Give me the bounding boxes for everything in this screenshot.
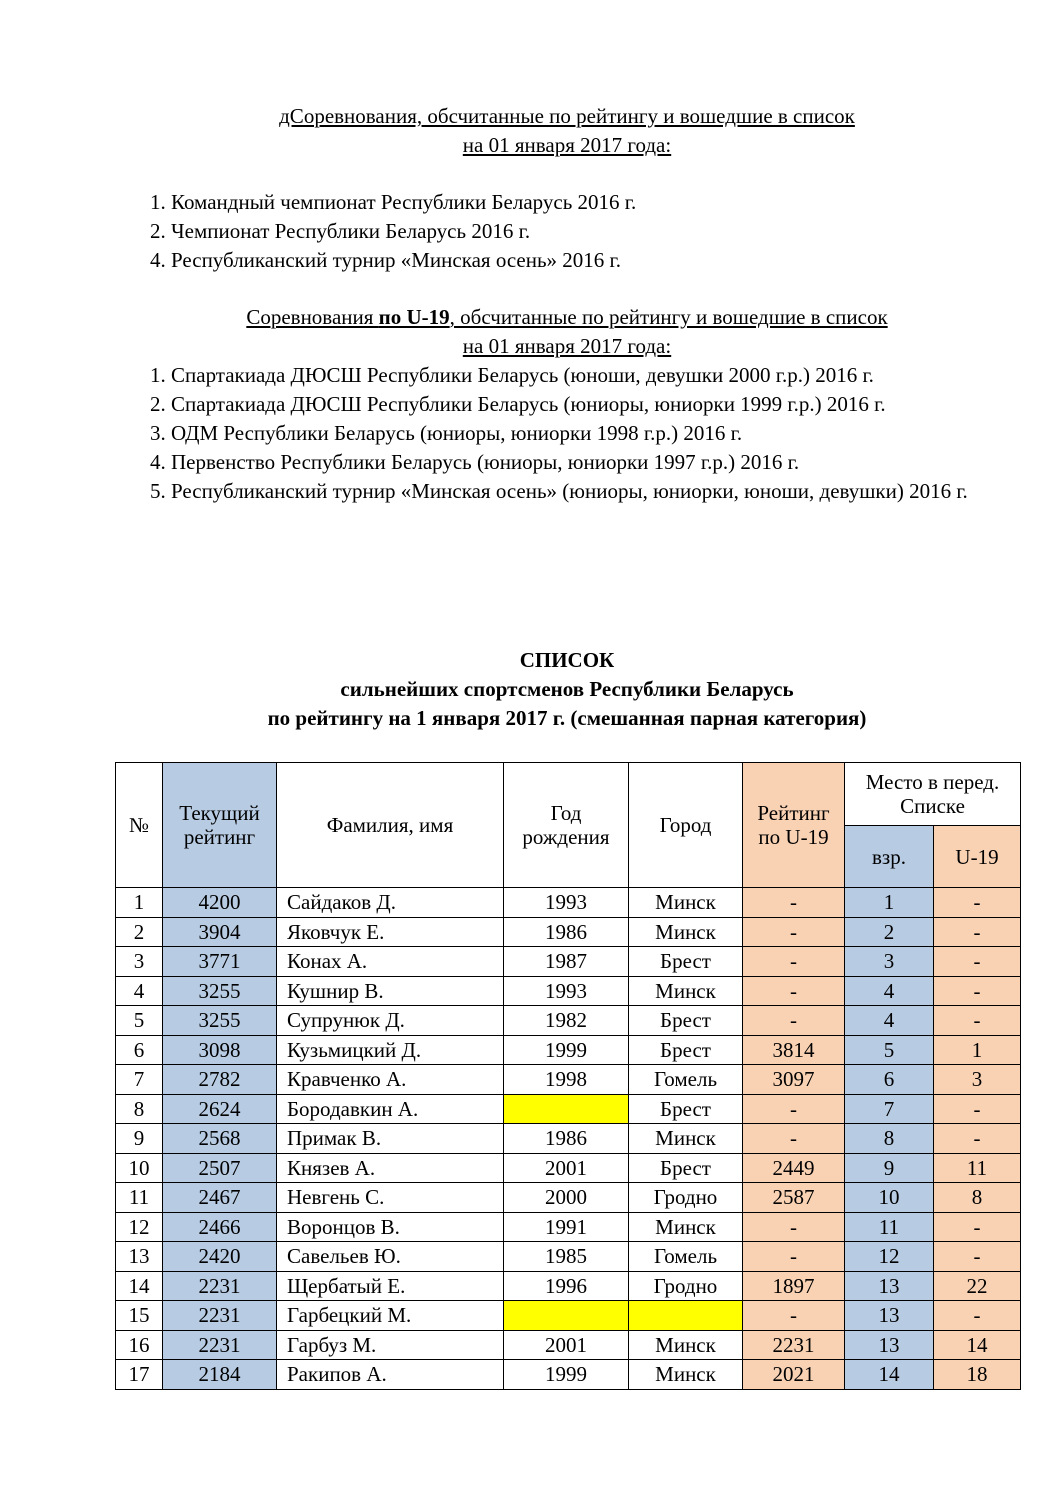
- section2-heading-line1: [150, 303, 984, 332]
- cell-current-rating: 2782: [163, 1065, 277, 1095]
- cell-prev-place-adult: 14: [845, 1360, 934, 1390]
- section1-heading-line1: дСоревнования, обсчитанные по рейтингу и вошедшие в список: [279, 104, 855, 128]
- section2-heading-bold: по U-19: [378, 305, 450, 329]
- cell-prev-place-adult: 1: [845, 888, 934, 918]
- cell-prev-place-adult: 13: [845, 1301, 934, 1331]
- cell-u19-rating: -: [743, 1242, 845, 1272]
- cell-prev-place-adult: 13: [845, 1271, 934, 1301]
- cell-birth-year: 1987: [504, 947, 629, 977]
- cell-birth-year: 2001: [504, 1330, 629, 1360]
- cell-city: Брест: [629, 1094, 743, 1124]
- cell-name: Гарбуз М.: [277, 1330, 504, 1360]
- section1-list: [150, 188, 984, 275]
- cell-num: 6: [116, 1035, 163, 1065]
- cell-current-rating: 2231: [163, 1301, 277, 1331]
- cell-name: Невгень С.: [277, 1183, 504, 1213]
- cell-num: 15: [116, 1301, 163, 1331]
- cell-current-rating: 2231: [163, 1330, 277, 1360]
- cell-u19-rating: -: [743, 1006, 845, 1036]
- section2-heading-post: , обсчитанные по рейтингу и вошедшие в список: [449, 305, 888, 329]
- cell-current-rating: 3098: [163, 1035, 277, 1065]
- cell-prev-place-u19: -: [934, 976, 1021, 1006]
- table-row: [116, 888, 1021, 918]
- cell-num: 1: [116, 888, 163, 918]
- table-row: [116, 1183, 1021, 1213]
- cell-num: 17: [116, 1360, 163, 1390]
- cell-name: Яковчук Е.: [277, 917, 504, 947]
- table-row: [116, 947, 1021, 977]
- cell-city: Гродно: [629, 1271, 743, 1301]
- header-u19-rating: Рейтинг по U-19: [743, 763, 845, 888]
- cell-birth-year: 1993: [504, 976, 629, 1006]
- header-city: Город: [629, 763, 743, 888]
- list-item: 5. Республиканский турнир «Минская осень» (юниоры, юниорки, юноши, девушки) 2016 г.: [150, 479, 968, 503]
- cell-current-rating: 2184: [163, 1360, 277, 1390]
- cell-u19-rating: 3814: [743, 1035, 845, 1065]
- cell-num: 11: [116, 1183, 163, 1213]
- cell-city: Гомель: [629, 1065, 743, 1095]
- cell-num: 2: [116, 917, 163, 947]
- cell-prev-place-u19: 14: [934, 1330, 1021, 1360]
- cell-u19-rating: -: [743, 1301, 845, 1331]
- list-item: 3. ОДМ Республики Беларусь (юниоры, юниорки 1998 г.р.) 2016 г.: [150, 421, 743, 445]
- header-name: Фамилия, имя: [277, 763, 504, 888]
- cell-city: Гродно: [629, 1183, 743, 1213]
- cell-num: 10: [116, 1153, 163, 1183]
- cell-u19-rating: 2587: [743, 1183, 845, 1213]
- cell-current-rating: 2420: [163, 1242, 277, 1272]
- cell-name: Кравченко А.: [277, 1065, 504, 1095]
- cell-name: Ракипов А.: [277, 1360, 504, 1390]
- cell-u19-rating: -: [743, 976, 845, 1006]
- title-line3: по рейтингу на 1 января 2017 г. (смешанная парная категория): [267, 706, 867, 730]
- cell-u19-rating: -: [743, 1094, 845, 1124]
- header-num: №: [116, 763, 163, 888]
- table-row: [116, 1301, 1021, 1331]
- cell-prev-place-u19: 1: [934, 1035, 1021, 1065]
- cell-prev-place-adult: 11: [845, 1212, 934, 1242]
- cell-num: 8: [116, 1094, 163, 1124]
- cell-prev-place-u19: 18: [934, 1360, 1021, 1390]
- cell-name: Воронцов В.: [277, 1212, 504, 1242]
- table-row: [116, 1360, 1021, 1390]
- table-row: [116, 1271, 1021, 1301]
- cell-current-rating: 2231: [163, 1271, 277, 1301]
- table-row: [116, 1065, 1021, 1095]
- cell-num: 7: [116, 1065, 163, 1095]
- rating-table: [115, 762, 1021, 1390]
- table-row: [116, 1153, 1021, 1183]
- cell-name: Князев А.: [277, 1153, 504, 1183]
- cell-u19-rating: 3097: [743, 1065, 845, 1095]
- cell-city: Брест: [629, 1035, 743, 1065]
- cell-prev-place-adult: 9: [845, 1153, 934, 1183]
- cell-num: 5: [116, 1006, 163, 1036]
- cell-prev-place-adult: 13: [845, 1330, 934, 1360]
- cell-num: 9: [116, 1124, 163, 1154]
- section1-heading-line2: на 01 января 2017 года:: [462, 133, 672, 157]
- cell-birth-year: 1986: [504, 917, 629, 947]
- cell-num: 13: [116, 1242, 163, 1272]
- header-prev-place: Место в перед. Списке: [845, 763, 1021, 826]
- cell-prev-place-adult: 4: [845, 976, 934, 1006]
- cell-name: Сайдаков Д.: [277, 888, 504, 918]
- cell-u19-rating: 1897: [743, 1271, 845, 1301]
- header-current-rating: Текущий рейтинг: [163, 763, 277, 888]
- cell-num: 14: [116, 1271, 163, 1301]
- cell-name: Бородавкин А.: [277, 1094, 504, 1124]
- cell-current-rating: 2507: [163, 1153, 277, 1183]
- cell-prev-place-u19: -: [934, 1124, 1021, 1154]
- cell-city: Брест: [629, 1153, 743, 1183]
- cell-num: 12: [116, 1212, 163, 1242]
- list-item: 1. Командный чемпионат Республики Беларусь 2016 г.: [150, 190, 637, 214]
- cell-birth-year: 1998: [504, 1065, 629, 1095]
- cell-birth-year: 1999: [504, 1360, 629, 1390]
- cell-prev-place-adult: 10: [845, 1183, 934, 1213]
- table-row: [116, 1094, 1021, 1124]
- section2-list: [150, 361, 984, 506]
- cell-city: Минск: [629, 1360, 743, 1390]
- cell-prev-place-adult: 12: [845, 1242, 934, 1272]
- cell-name: Примак В.: [277, 1124, 504, 1154]
- cell-city: Минск: [629, 1124, 743, 1154]
- cell-u19-rating: 2231: [743, 1330, 845, 1360]
- cell-name: Супрунюк Д.: [277, 1006, 504, 1036]
- cell-city: Минск: [629, 888, 743, 918]
- table-row: [116, 917, 1021, 947]
- cell-birth-year: 2000: [504, 1183, 629, 1213]
- cell-birth-year: 1993: [504, 888, 629, 918]
- cell-u19-rating: 2021: [743, 1360, 845, 1390]
- cell-current-rating: 3904: [163, 917, 277, 947]
- cell-prev-place-u19: -: [934, 1006, 1021, 1036]
- cell-prev-place-u19: -: [934, 888, 1021, 918]
- cell-current-rating: 3255: [163, 976, 277, 1006]
- cell-current-rating: 2466: [163, 1212, 277, 1242]
- cell-name: Гарбецкий М.: [277, 1301, 504, 1331]
- cell-birth-year: 1996: [504, 1271, 629, 1301]
- cell-u19-rating: -: [743, 888, 845, 918]
- cell-birth-year: [504, 1301, 629, 1331]
- list-item: 4. Первенство Республики Беларусь (юниоры, юниорки 1997 г.р.) 2016 г.: [150, 450, 800, 474]
- cell-current-rating: 2624: [163, 1094, 277, 1124]
- header-birth-year: Год рождения: [504, 763, 629, 888]
- header-adult: взр.: [845, 826, 934, 888]
- cell-birth-year: [504, 1094, 629, 1124]
- cell-u19-rating: -: [743, 917, 845, 947]
- cell-birth-year: 1985: [504, 1242, 629, 1272]
- table-body: [116, 888, 1021, 1390]
- cell-city: Брест: [629, 947, 743, 977]
- cell-name: Кушнир В.: [277, 976, 504, 1006]
- cell-prev-place-adult: 2: [845, 917, 934, 947]
- section2-heading-pre: Соревнования: [246, 305, 379, 329]
- list-item: 4. Республиканский турнир «Минская осень» 2016 г.: [150, 248, 622, 272]
- cell-current-rating: 2467: [163, 1183, 277, 1213]
- table-row: [116, 1212, 1021, 1242]
- cell-prev-place-u19: 8: [934, 1183, 1021, 1213]
- section2-heading-line2: на 01 января 2017 года:: [462, 334, 672, 358]
- cell-u19-rating: -: [743, 1212, 845, 1242]
- cell-prev-place-adult: 3: [845, 947, 934, 977]
- cell-city: Минск: [629, 917, 743, 947]
- table-row: [116, 1035, 1021, 1065]
- cell-current-rating: 3771: [163, 947, 277, 977]
- cell-city: Минск: [629, 976, 743, 1006]
- table-row: [116, 1242, 1021, 1272]
- cell-prev-place-u19: -: [934, 1094, 1021, 1124]
- title-line1: СПИСОК: [519, 648, 615, 672]
- cell-prev-place-adult: 8: [845, 1124, 934, 1154]
- cell-prev-place-u19: -: [934, 1212, 1021, 1242]
- cell-current-rating: 4200: [163, 888, 277, 918]
- cell-current-rating: 3255: [163, 1006, 277, 1036]
- list-title: [115, 646, 1019, 733]
- cell-birth-year: 1986: [504, 1124, 629, 1154]
- cell-city: Минск: [629, 1212, 743, 1242]
- cell-num: 4: [116, 976, 163, 1006]
- cell-city: [629, 1301, 743, 1331]
- table-row: [116, 1124, 1021, 1154]
- cell-prev-place-adult: 7: [845, 1094, 934, 1124]
- cell-name: Конах А.: [277, 947, 504, 977]
- cell-birth-year: 1982: [504, 1006, 629, 1036]
- cell-prev-place-adult: 5: [845, 1035, 934, 1065]
- cell-u19-rating: -: [743, 1124, 845, 1154]
- cell-name: Савельев Ю.: [277, 1242, 504, 1272]
- cell-current-rating: 2568: [163, 1124, 277, 1154]
- cell-num: 16: [116, 1330, 163, 1360]
- cell-birth-year: 2001: [504, 1153, 629, 1183]
- cell-prev-place-u19: 11: [934, 1153, 1021, 1183]
- cell-city: Минск: [629, 1330, 743, 1360]
- list-item: 2. Спартакиада ДЮСШ Республики Беларусь (юниоры, юниорки 1999 г.р.) 2016 г.: [150, 392, 886, 416]
- cell-birth-year: 1999: [504, 1035, 629, 1065]
- header-u19: U-19: [934, 826, 1021, 888]
- cell-birth-year: 1991: [504, 1212, 629, 1242]
- table-row: [116, 976, 1021, 1006]
- cell-u19-rating: 2449: [743, 1153, 845, 1183]
- cell-city: Брест: [629, 1006, 743, 1036]
- list-item: 2. Чемпионат Республики Беларусь 2016 г.: [150, 219, 531, 243]
- cell-num: 3: [116, 947, 163, 977]
- cell-prev-place-u19: -: [934, 1301, 1021, 1331]
- cell-name: Кузьмицкий Д.: [277, 1035, 504, 1065]
- cell-name: Щербатый Е.: [277, 1271, 504, 1301]
- cell-prev-place-u19: -: [934, 917, 1021, 947]
- cell-u19-rating: -: [743, 947, 845, 977]
- list-item: 1. Спартакиада ДЮСШ Республики Беларусь (юноши, девушки 2000 г.р.) 2016 г.: [150, 363, 874, 387]
- table-row: [116, 1006, 1021, 1036]
- cell-prev-place-adult: 6: [845, 1065, 934, 1095]
- cell-prev-place-u19: -: [934, 947, 1021, 977]
- cell-prev-place-u19: 3: [934, 1065, 1021, 1095]
- cell-prev-place-u19: 22: [934, 1271, 1021, 1301]
- section1-heading: [150, 102, 984, 160]
- title-line2: сильнейших спортсменов Республики Беларусь: [340, 677, 794, 701]
- table-row: [116, 1330, 1021, 1360]
- section2-heading: [150, 303, 984, 361]
- cell-prev-place-adult: 4: [845, 1006, 934, 1036]
- cell-city: Гомель: [629, 1242, 743, 1272]
- cell-prev-place-u19: -: [934, 1242, 1021, 1272]
